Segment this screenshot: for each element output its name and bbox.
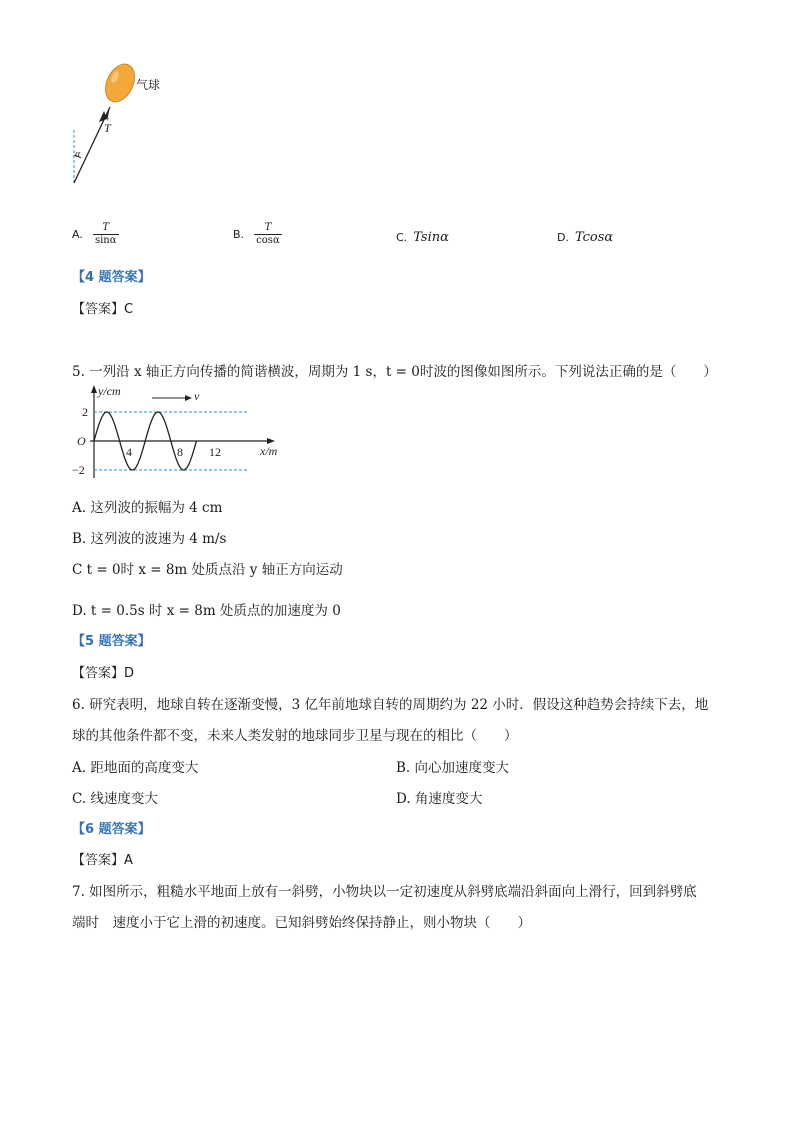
tension-label: T xyxy=(104,121,111,135)
wave-figure xyxy=(72,383,292,483)
y-axis-label: y/cm xyxy=(98,384,121,398)
q6-option-c: C. 线速度变大 xyxy=(72,791,158,807)
q5-option-d: D. t = 0.5s 时 x = 8m 处质点的加速度为 0 xyxy=(72,603,341,619)
q4-option-b: B. $\frac{T}{\cos\alpha}$ xyxy=(233,222,280,246)
angle-label: α xyxy=(75,149,81,160)
balloon-figure xyxy=(60,55,180,190)
x-tick-12: 12 xyxy=(209,445,221,459)
q7-stem-line1: 7. 如图所示，粗糙水平地面上放有一斜劈，小物块以一定初速度从斜劈底端沿斜面向上滑行，回到斜劈底 xyxy=(72,884,697,900)
q5-stem: 5. 一列沿 x 轴正方向传播的简谐横波，周期为 1 s，t = 0时波的图像如图所示。下列说法正确的是（ ） xyxy=(72,364,717,380)
balloon-label: 气球 xyxy=(136,78,161,92)
q5-answer: 【答案】D xyxy=(72,666,135,681)
q5-option-b: B. 这列波的波速为 4 m/s xyxy=(72,531,227,547)
x-tick-8: 8 xyxy=(177,445,183,459)
q4-answer-header: 【4 题答案】 xyxy=(72,270,151,285)
q4-option-c: C. Tsinα xyxy=(396,230,449,245)
x-tick-4: 4 xyxy=(126,445,132,459)
q4-option-d: D. Tcosα xyxy=(557,230,614,245)
q6-answer-header: 【6 题答案】 xyxy=(72,822,151,837)
q4-answer: 【答案】C xyxy=(72,302,134,317)
y-tick-top: 2 xyxy=(82,405,88,419)
q6-answer: 【答案】A xyxy=(72,853,133,868)
q6-option-a: A. 距地面的高度变大 xyxy=(72,760,199,776)
q5-answer-header: 【5 题答案】 xyxy=(72,634,151,649)
q5-option-c: C t = 0时 x = 8m 处质点沿 y 轴正方向运动 xyxy=(72,562,343,578)
origin-label: O xyxy=(77,434,86,448)
q6-option-d: D. 角速度变大 xyxy=(396,791,483,807)
velocity-label: v xyxy=(194,389,200,403)
q5-option-a: A. 这列波的振幅为 4 cm xyxy=(72,500,223,516)
q7-stem-line2: 端时 速度小于它上滑的初速度。已知斜劈始终保持静止，则小物块（ ） xyxy=(72,915,531,931)
velocity-arrowhead-icon xyxy=(185,395,192,401)
y-axis-arrow-icon xyxy=(91,385,97,393)
q6-stem-line2: 球的其他条件都不变，未来人类发射的地球同步卫星与现在的相比（ ） xyxy=(72,728,518,744)
q4-option-a: A. $\frac{T}{\sin\alpha}$ xyxy=(72,222,117,246)
y-tick-bottom: −2 xyxy=(72,463,85,477)
x-axis-label: x/m xyxy=(260,444,278,458)
q6-option-b: B. 向心加速度变大 xyxy=(396,760,510,776)
q6-stem-line1: 6. 研究表明，地球自转在逐渐变慢，3 亿年前地球自转的周期约为 22 小时．假设这种趋势会持续下去，地 xyxy=(72,697,709,713)
balloon-icon xyxy=(100,59,140,106)
